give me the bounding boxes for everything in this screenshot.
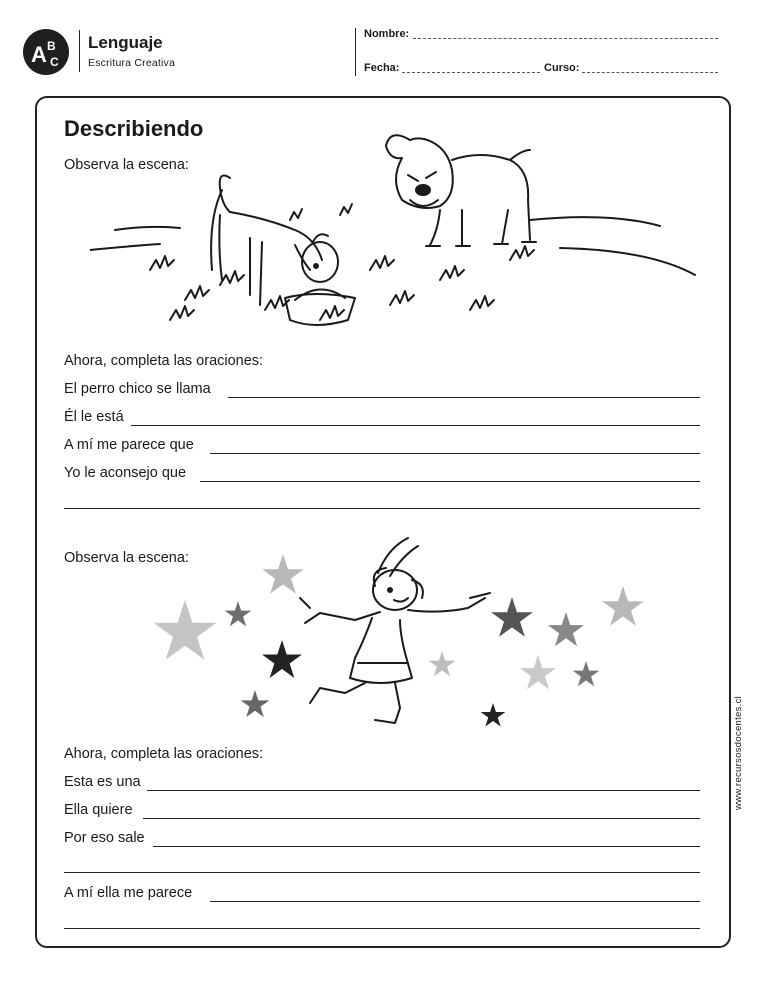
course-field[interactable] — [582, 72, 718, 73]
star-icon — [548, 612, 584, 646]
star-icon — [602, 586, 644, 626]
star-icon — [154, 600, 217, 660]
s1-sentence-3: A mí me parece que — [64, 437, 194, 453]
star-icon — [262, 554, 304, 594]
star-icon — [491, 597, 533, 637]
star-icon — [429, 651, 456, 676]
s2-sentence-2: Ella quiere — [64, 802, 133, 818]
dancing-girl-stars-illustration — [150, 528, 650, 738]
s2-answer-line-5[interactable] — [210, 901, 700, 902]
subject-title: Lenguaje — [88, 33, 163, 52]
s2-sentence-1: Esta es una — [64, 774, 141, 790]
site-credit: www.recursosdocentes.cl — [733, 695, 744, 810]
date-label: Fecha: — [364, 62, 400, 74]
s1-sentence-1: El perro chico se llama — [64, 381, 211, 397]
worksheet-title: Describiendo — [64, 116, 204, 141]
s2-answer-line-2[interactable] — [143, 818, 700, 819]
logo-letter-c: C — [50, 55, 59, 69]
s1-answer-line-4[interactable] — [200, 481, 700, 482]
s2-sentence-3: Por eso sale — [64, 830, 145, 846]
s2-answer-line-1[interactable] — [147, 790, 700, 791]
star-icon — [481, 703, 506, 727]
logo-letter-b: B — [47, 39, 56, 53]
section1-prompt: Ahora, completa las oraciones: — [64, 353, 264, 369]
subject-subtitle: Escritura Creativa — [88, 57, 176, 69]
s1-answer-line-3[interactable] — [210, 453, 700, 454]
two-dogs-illustration — [90, 120, 710, 335]
section2-instruction: Observa la escena: — [64, 550, 189, 566]
star-icon — [520, 655, 556, 689]
abc-logo — [22, 28, 70, 76]
star-icon — [241, 690, 270, 717]
course-label: Curso: — [544, 62, 580, 74]
s2-sentence-4: A mí ella me parece — [64, 885, 193, 901]
star-icon — [225, 601, 252, 626]
s1-answer-line-2[interactable] — [131, 425, 700, 426]
header-divider — [79, 30, 80, 72]
s1-answer-line-1[interactable] — [228, 397, 700, 398]
section2-prompt: Ahora, completa las oraciones: — [64, 746, 264, 762]
s2-answer-line-6[interactable] — [64, 928, 700, 929]
s2-answer-line-3[interactable] — [153, 846, 700, 847]
section1-instruction: Observa la escena: — [64, 157, 189, 173]
star-icon — [262, 640, 302, 678]
s2-answer-line-4[interactable] — [64, 872, 700, 873]
date-field[interactable] — [402, 72, 540, 73]
s1-sentence-4: Yo le aconsejo que — [64, 465, 187, 481]
s1-sentence-2: Él le está — [64, 409, 124, 425]
header-divider-fields — [355, 28, 356, 76]
name-label: Nombre: — [364, 28, 410, 40]
star-icon — [573, 661, 600, 686]
s1-answer-line-5[interactable] — [64, 508, 700, 509]
name-field[interactable] — [413, 38, 718, 39]
logo-letter-a: A — [31, 42, 47, 67]
